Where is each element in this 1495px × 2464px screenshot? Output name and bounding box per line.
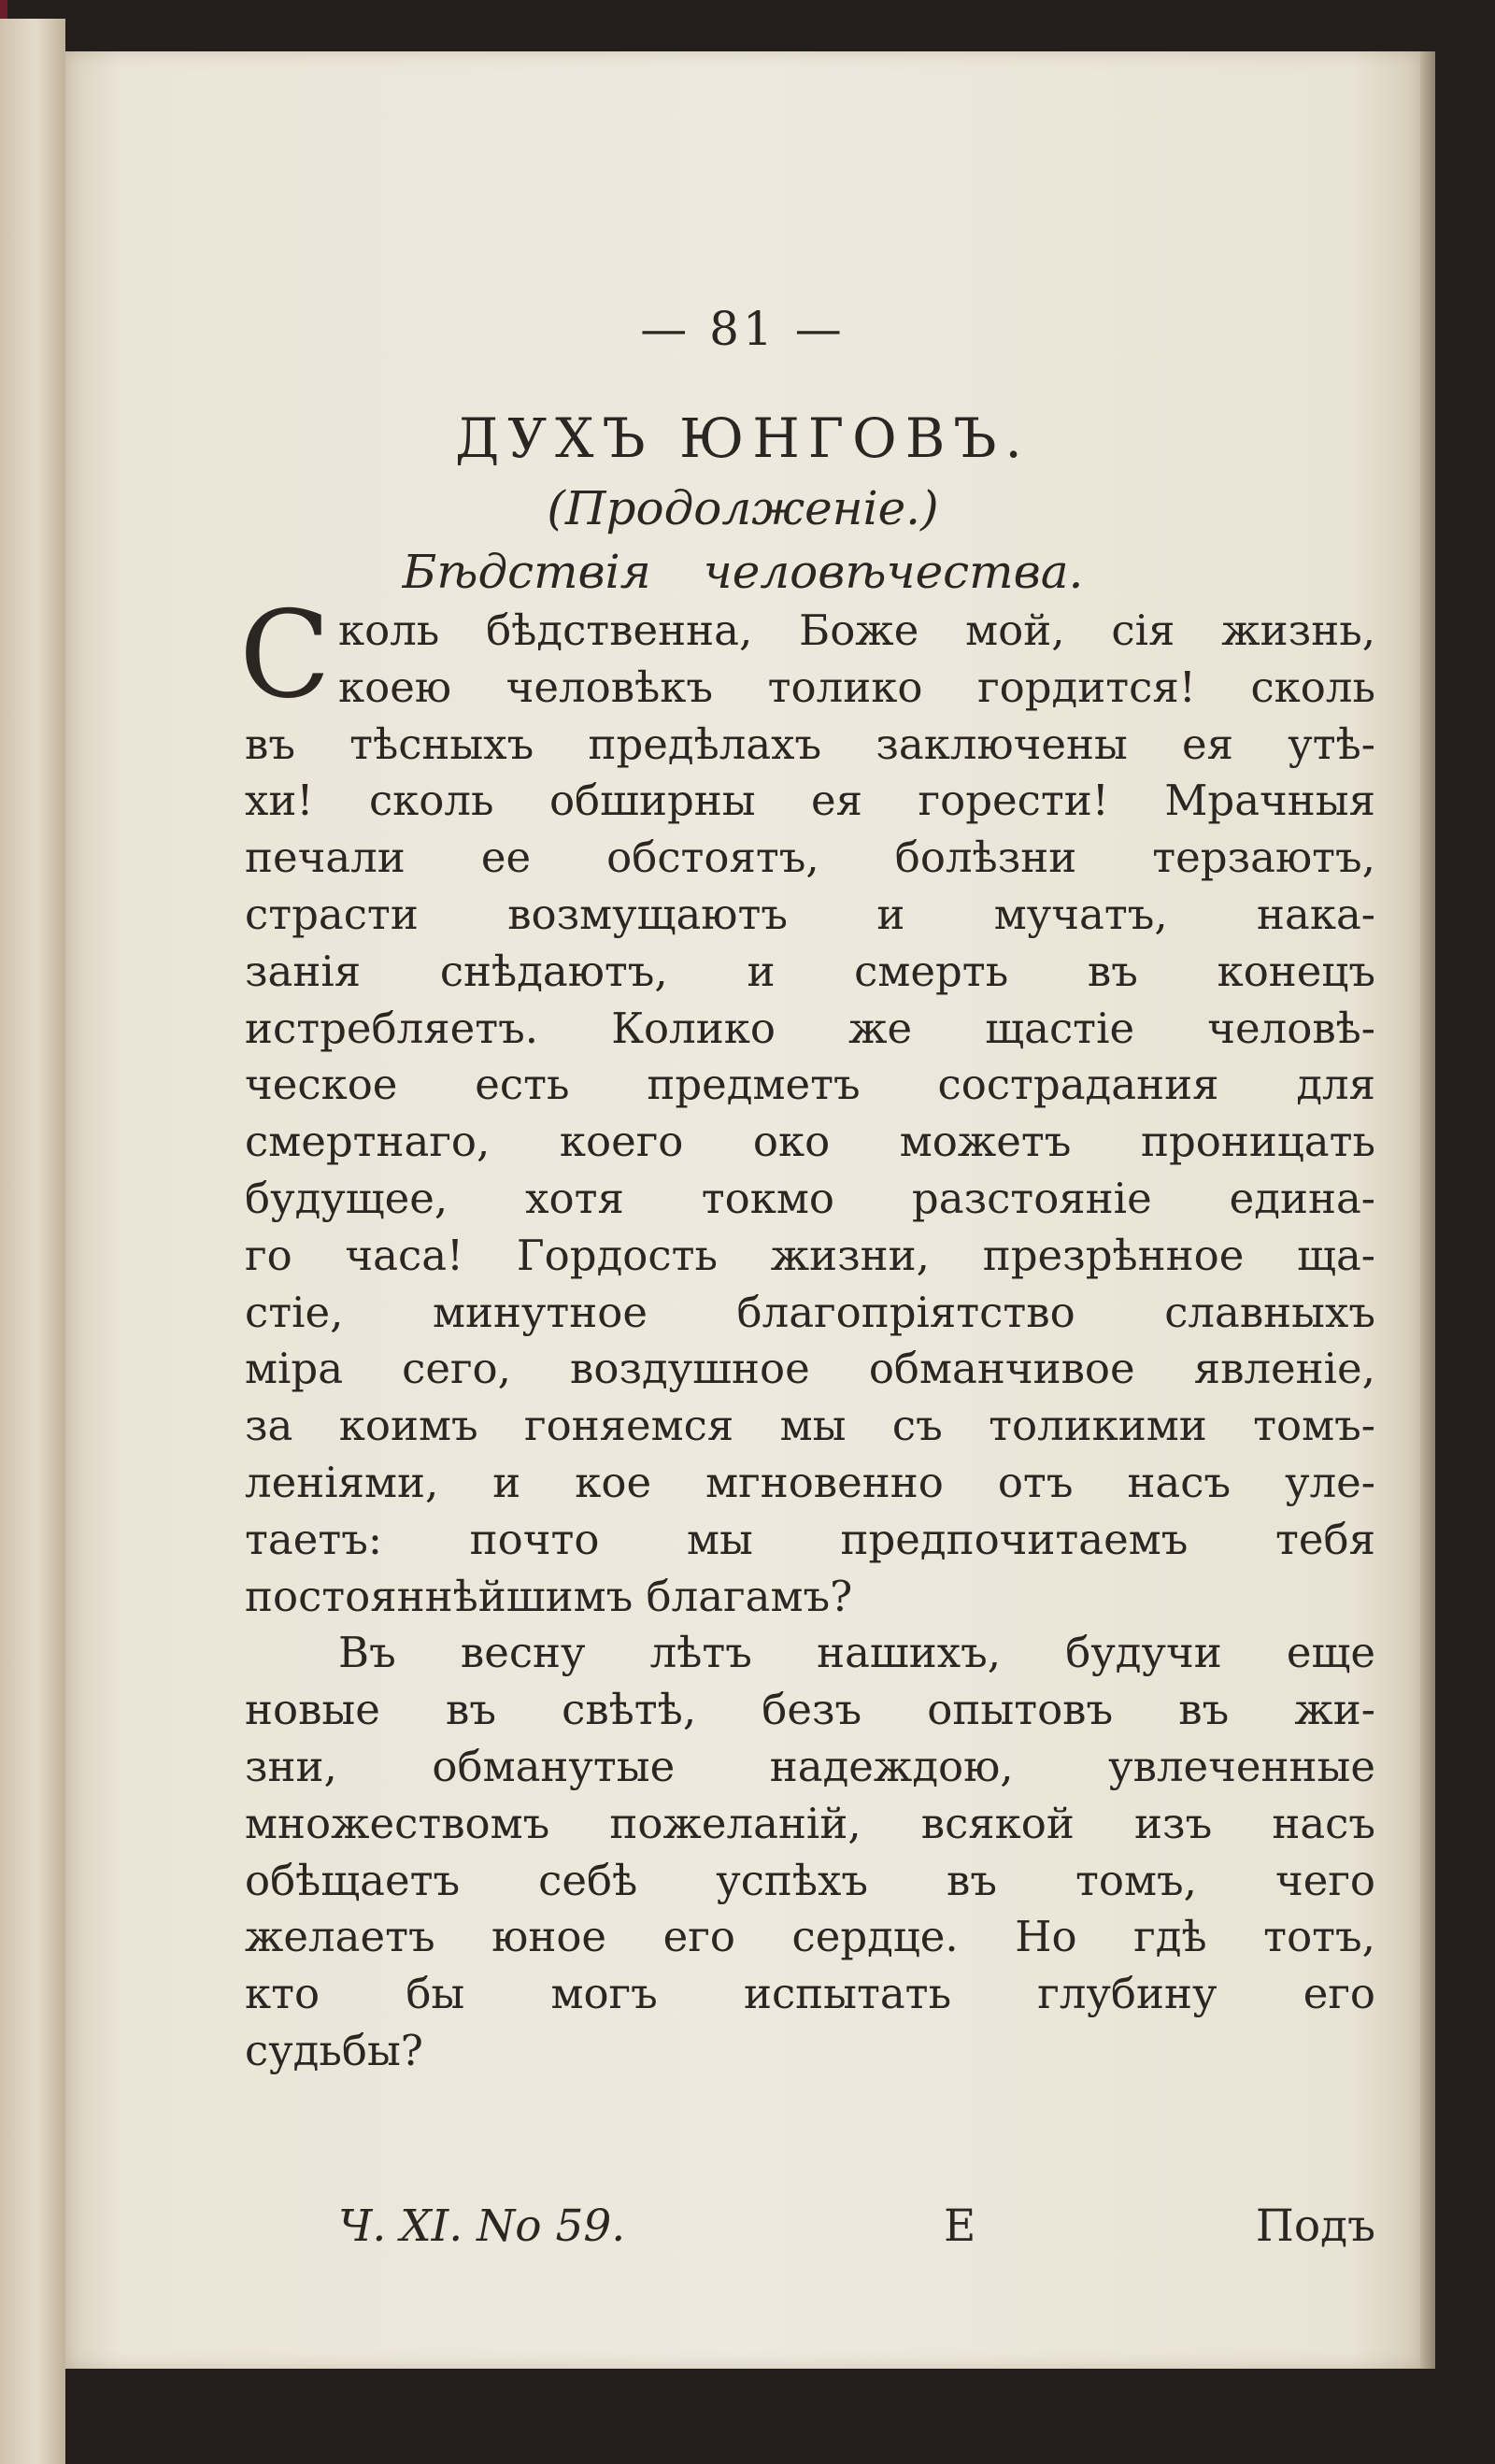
text-line: въ тѣсныхъ предѣлахъ заключены ея утѣ- [245, 719, 1375, 769]
text-line: смертнаго, коего око можетъ проницать [245, 1117, 1375, 1167]
page-subtitle: (Продолженіе.) [547, 481, 939, 535]
text-line: Въ весну лѣтъ нашихъ, будучи еще [338, 1628, 1375, 1678]
text-line: занія снѣдаютъ, и смерть въ конецъ [245, 946, 1375, 996]
book-page [65, 51, 1420, 2369]
text-line: ческое есть предметъ сострадания для [245, 1060, 1375, 1110]
text-line: обѣщаетъ себѣ успѣхъ въ томъ, чего [245, 1855, 1375, 1905]
text-line: множествомъ пожеланій, всякой изъ насъ [245, 1798, 1375, 1848]
page-title: ДУХЪ ЮНГОВЪ. [455, 406, 1031, 470]
page-number: — 81 — [640, 302, 846, 356]
text-line: таетъ: почто мы предпочитаемъ тебя [245, 1514, 1375, 1564]
page-footer [245, 2201, 1375, 2266]
text-line: желаетъ юное его сердце. Но гдѣ тотъ, [245, 1912, 1375, 1962]
text-line: судьбы? [245, 2025, 423, 2075]
section-heading: Бѣдствія человѣчества. [402, 545, 1084, 599]
text-line: го часа! Гордость жизни, презрѣнное ща- [245, 1230, 1375, 1280]
text-line: страсти возмущаютъ и мучатъ, нака- [245, 889, 1375, 939]
text-line: коею человѣкъ толико гордится! сколь [338, 662, 1375, 712]
paragraph-1 [245, 603, 1375, 1625]
page-stack-edge [1420, 51, 1435, 2369]
text-line: постояннѣйшимъ благамъ? [245, 1571, 853, 1621]
drop-cap: С [239, 586, 331, 725]
signature-mark: Ч. XI. No 59. [338, 2201, 626, 2252]
text-line: кто бы могъ испытать глубину его [245, 1969, 1375, 2019]
text-line: за коимъ гоняемся мы съ толикими томъ- [245, 1401, 1375, 1451]
text-line: зни, обманутые надеждою, увлеченные [245, 1741, 1375, 1791]
catchword: Подъ [1255, 2201, 1375, 2252]
text-line: новые въ свѣтѣ, безъ опытовъ въ жи- [245, 1685, 1375, 1735]
sheet-mark: Е [944, 2201, 976, 2252]
text-line: коль бѣдственна, Боже мой, сія жизнь, [338, 605, 1375, 655]
text-line: стіе, минутное благопріятство славныхъ [245, 1287, 1375, 1337]
text-line: міра сего, воздушное обманчивое явленіе, [245, 1344, 1375, 1394]
text-line: истребляетъ. Колико же щастіе человѣ- [245, 1003, 1375, 1053]
text-line: леніями, и кое мгновенно отъ насъ уле- [245, 1457, 1375, 1507]
text-line: печали ее обстоятъ, болѣзни терзаютъ, [245, 833, 1375, 883]
text-line: будущее, хотя токмо разстояніе едина- [245, 1173, 1375, 1223]
paragraph-2 [245, 1625, 1375, 2079]
facing-page-edge [0, 19, 65, 2464]
text-line: хи! сколь обширны ея горести! Мрачныя [245, 776, 1375, 826]
body-text [239, 586, 1375, 2080]
